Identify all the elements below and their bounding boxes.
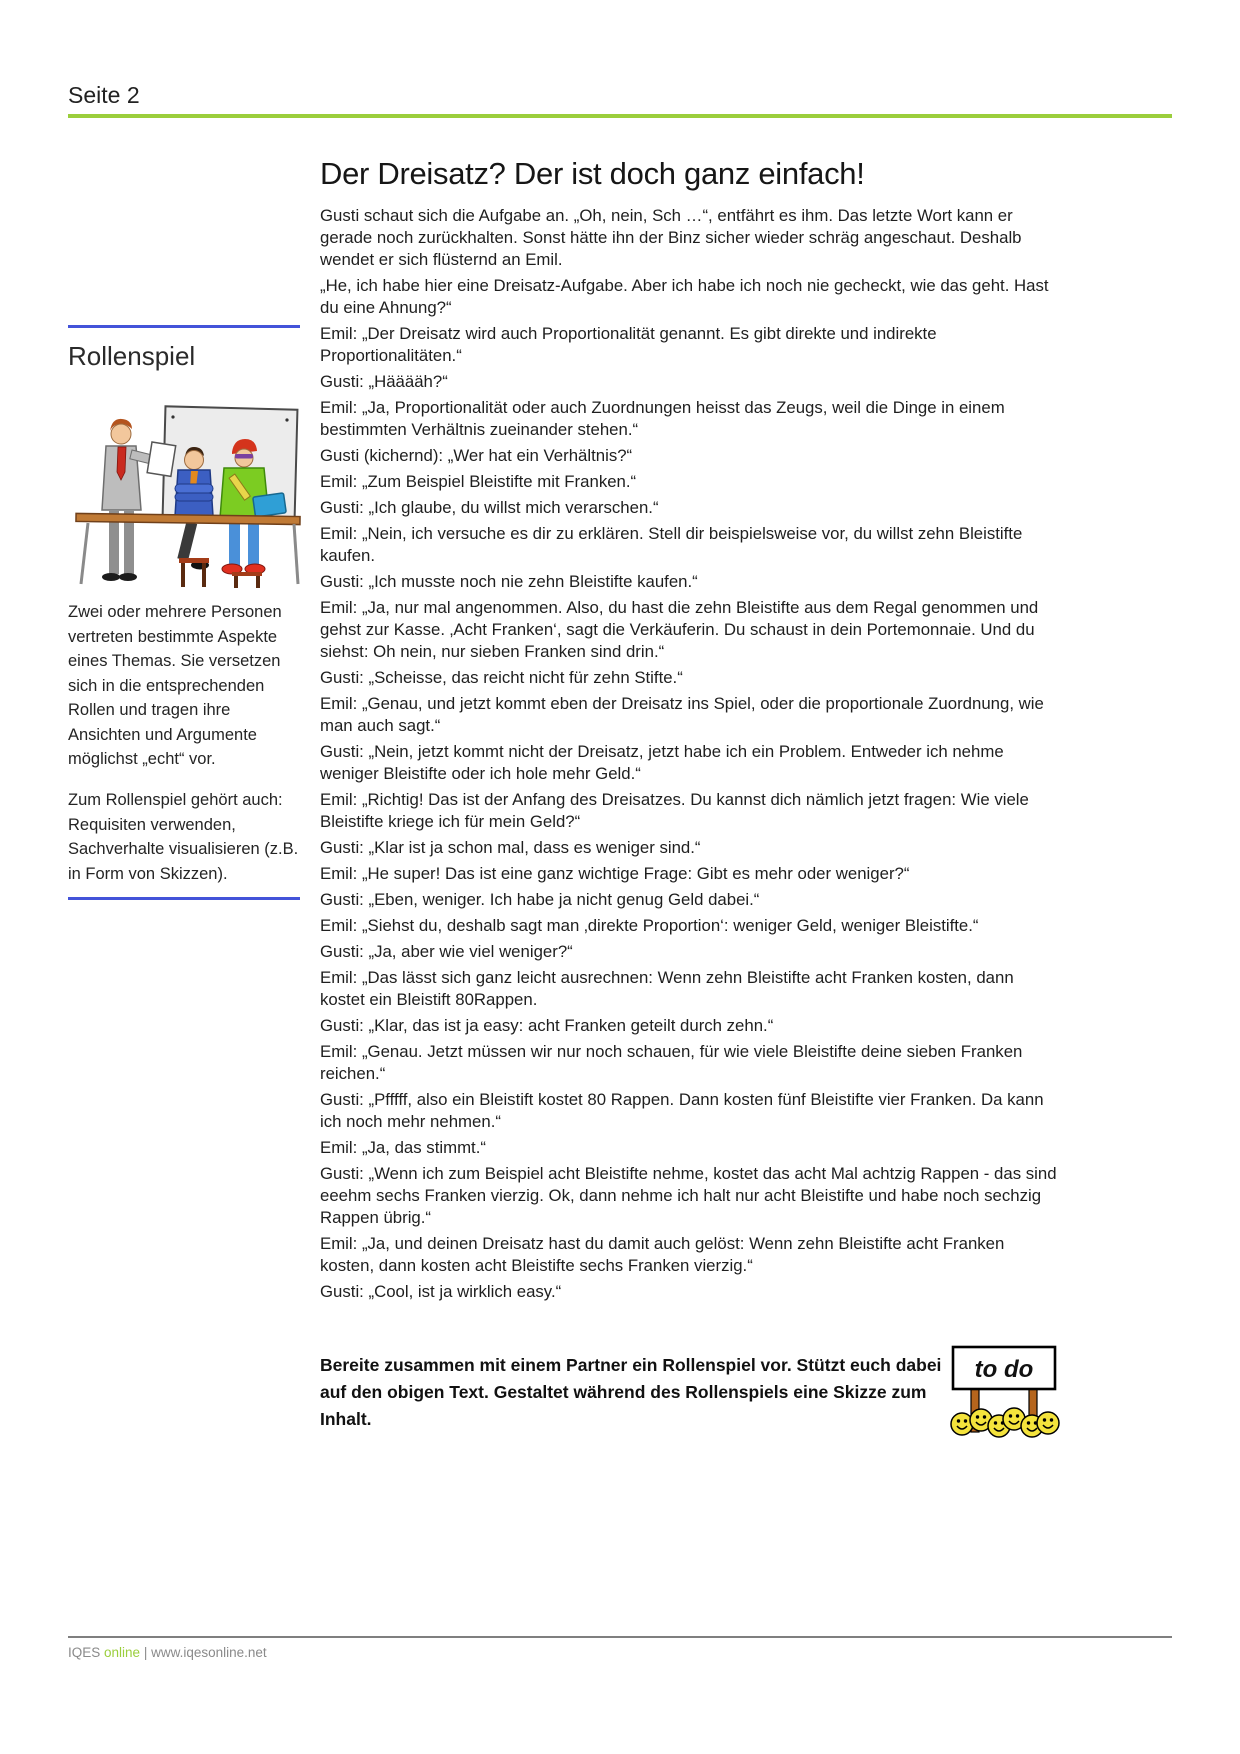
dialogue-paragraph: Emil: „Ja, nur mal angenommen. Also, du hast die zehn Bleistifte aus dem Regal genommen und gehst zur Kasse. ‚Acht Franken‘, sagt die Verkäuferin. Du schaust in dein Portemonnaie. Und du siehst: Oh nein, nur sieben Franken sind drin.“ [320,598,1039,661]
footer-divider [68,1636,1172,1638]
footer-separator: | [143,1645,148,1660]
dialogue-paragraph: Emil: „Richtig! Das ist der Anfang des Dreisatzes. Du kannst dich nämlich jetzt fragen: Wie viele Bleistifte kriege ich für mein Geld?“ [320,790,1029,831]
sidebar-paragraph: Zwei oder mehrere Personen vertreten bestimmte Aspekte eines Themas. Sie versetzen sich in die entsprechenden Rollen und tragen ihre Ansichten und Argumente möglichst „echt“ vor. [68,603,282,768]
article-title: Der Dreisatz? Der ist doch ganz einfach! [320,156,865,191]
dialogue-paragraph: Emil: „Ja, das stimmt.“ [320,1138,486,1157]
dialogue-paragraph: Emil: „Nein, ich versuche es dir zu erklären. Stell dir beispielsweise vor, du willst zehn Bleistifte kaufen. [320,524,1023,565]
dialogue-paragraph: Emil: „Siehst du, deshalb sagt man ‚direkte Proportion‘: weniger Geld, weniger Bleistifte.“ [320,916,979,935]
footer-brand-accent: online [104,1645,141,1660]
dialogue-paragraph: Emil: „Der Dreisatz wird auch Proportionalität genannt. Es gibt direkte und indirekte Proportionalitäten.“ [320,324,937,365]
dialogue-paragraph: Gusti: „Ja, aber wie viel weniger?“ [320,942,573,961]
todo-sign-icon [950,1344,1060,1442]
dialogue-paragraph: Gusti (kichernd): „Wer hat ein Verhältnis?“ [320,446,633,465]
dialogue-paragraph: Gusti: „Scheisse, das reicht nicht für zehn Stifte.“ [320,668,683,687]
dialogue-paragraph: Gusti: „Ich musste noch nie zehn Bleistifte kaufen.“ [320,572,698,591]
dialogue-paragraph: Emil: „He super! Das ist eine ganz wichtige Frage: Gibt es mehr oder weniger?“ [320,864,910,883]
smiley-icons [951,1408,1059,1437]
dialogue-paragraph: Gusti schaut sich die Aufgabe an. „Oh, nein, Sch …“, entfährt es ihm. Das letzte Wort kann er gerade noch zurückhalten. Sonst hätte ihn der Binz sicher wieder schräg angeschaut. Deshalb wendet er sich flüsternd an Emil. [320,206,1022,269]
footer-url: www.iqesonline.net [151,1645,267,1660]
footer-brand: IQES [68,1645,101,1660]
dialogue-paragraph: Gusti: „Cool, ist ja wirklich easy.“ [320,1282,562,1301]
dialogue-paragraph: Emil: „Genau. Jetzt müssen wir nur noch schauen, für wie viele Bleistifte deine sieben Franken reichen.“ [320,1042,1023,1083]
dialogue-paragraph: Emil: „Ja, Proportionalität oder auch Zuordnungen heisst das Zeugs, weil die Dinge in einem bestimmten Verhältnis zueinander stehen.“ [320,398,1005,439]
dialogue-paragraph: Gusti: „Pfffff, also ein Bleistift kostet 80 Rappen. Dann kosten fünf Bleistifte vier Franken. Da kann ich noch mehr nehmen.“ [320,1090,1044,1131]
dialogue-paragraph: Gusti: „Klar, das ist ja easy: acht Franken geteilt durch zehn.“ [320,1016,774,1035]
dialogue-paragraph: „He, ich habe hier eine Dreisatz-Aufgabe. Aber ich habe ich noch nie gecheckt, wie das geht. Hast du eine Ahnung?“ [320,276,1049,317]
todo-label: to do [974,1356,1034,1383]
sidebar-heading: Rollenspiel [68,341,196,371]
dialogue-paragraph: Gusti: „Wenn ich zum Beispiel acht Bleistifte nehme, kostet das acht Mal achtzig Rappen - das sind eeehm sechs Franken vierzig. Ok, dann nehme ich halt nur acht Bleistifte und habe noch sechzig Rappen übrig.“ [320,1164,1057,1227]
sidebar-paragraph: Zum Rollenspiel gehört auch: Requisiten verwenden, Sachverhalte visualisieren (z.B. in Form von Skizzen). [68,791,299,883]
dialogue-paragraph: Emil: „Zum Beispiel Bleistifte mit Franken.“ [320,472,637,491]
dialogue-paragraph: Gusti: „Eben, weniger. Ich habe ja nicht genug Geld dabei.“ [320,890,760,909]
dialogue-paragraph: Emil: „Das lässt sich ganz leicht ausrechnen: Wenn zehn Bleistifte acht Franken kosten, dann kostet ein Bleistift 80Rappen. [320,968,1014,1009]
sidebar-divider-top [68,325,300,328]
dialogue-text [320,205,1057,1307]
rollenspiel-illustration [72,400,304,590]
task-text: Bereite zusammen mit einem Partner ein Rollenspiel vor. Stützt euch dabei auf den obigen Text. Gestaltet während des Rollenspiels eine Skizze zum Inhalt. [320,1355,942,1429]
dialogue-paragraph: Emil: „Genau, und jetzt kommt eben der Dreisatz ins Spiel, oder die proportionale Zuordnung, wie man auch sagt.“ [320,694,1044,735]
dialogue-paragraph: Gusti: „Hääääh?“ [320,372,448,391]
header-divider [68,114,1172,118]
dialogue-paragraph: Gusti: „Nein, jetzt kommt nicht der Dreisatz, jetzt habe ich ein Problem. Entweder ich nehme weniger Bleistifte oder ich hole mehr Geld.“ [320,742,1004,783]
sidebar-divider-bottom [68,897,300,900]
dialogue-paragraph: Gusti: „Ich glaube, du willst mich verarschen.“ [320,498,659,517]
page-number-label: Seite 2 [68,82,140,108]
dialogue-paragraph: Gusti: „Klar ist ja schon mal, dass es weniger sind.“ [320,838,701,857]
dialogue-paragraph: Emil: „Ja, und deinen Dreisatz hast du damit auch gelöst: Wenn zehn Bleistifte acht Franken kosten, dann kosten acht Bleistifte sechs Franken vierzig.“ [320,1234,1005,1275]
footer-text [68,1645,267,1660]
